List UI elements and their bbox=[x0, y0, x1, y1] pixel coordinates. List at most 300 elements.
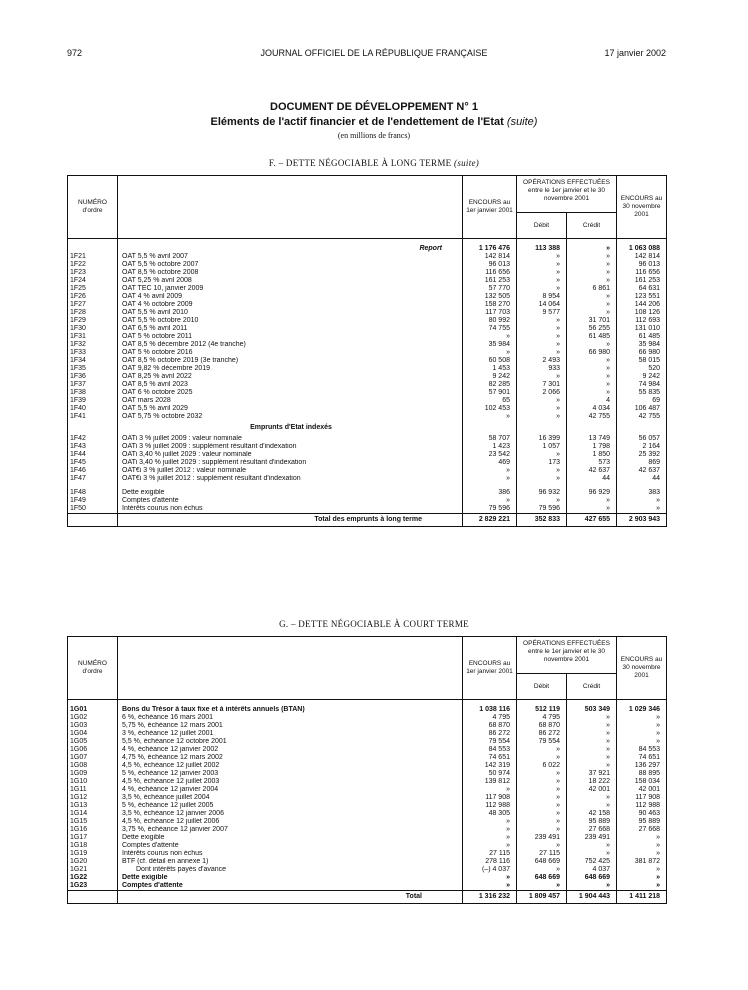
row-label: Comptes d'attente bbox=[118, 842, 463, 850]
row-number: 1G08 bbox=[70, 762, 88, 769]
debit-value: » bbox=[517, 794, 567, 802]
empty-value bbox=[517, 421, 567, 435]
credit-value: » bbox=[567, 762, 617, 770]
header-debit: Débit bbox=[517, 213, 567, 238]
encours-start-value: 1 038 116 bbox=[463, 706, 517, 714]
credit-value: 42 001 bbox=[567, 786, 617, 794]
row-number: 1F43 bbox=[70, 443, 86, 450]
row-label: 5 %, échéance 12 janvier 2003 bbox=[118, 770, 463, 778]
table-row bbox=[68, 706, 667, 714]
row-number: 1F31 bbox=[70, 333, 86, 340]
credit-value: 96 929 bbox=[567, 489, 617, 497]
row-label: OAT 5 % octobre 2011 bbox=[118, 333, 463, 341]
row-number: 1G13 bbox=[70, 802, 88, 809]
debit-value: » bbox=[517, 325, 567, 333]
debit-value: 79 596 bbox=[517, 505, 567, 514]
encours-end-value: 869 bbox=[617, 459, 667, 467]
row-number: 1G10 bbox=[70, 778, 88, 785]
table-row bbox=[68, 802, 667, 810]
encours-start-value: 117 908 bbox=[463, 794, 517, 802]
table-row bbox=[68, 882, 667, 891]
row-label: 3 %, échéance 12 juillet 2001 bbox=[118, 730, 463, 738]
debit-value: » bbox=[517, 341, 567, 349]
encours-start-value: 79 554 bbox=[463, 738, 517, 746]
row-number: 1F23 bbox=[70, 269, 86, 276]
credit-value: 37 921 bbox=[567, 770, 617, 778]
table-row bbox=[68, 381, 667, 389]
credit-value: » bbox=[567, 738, 617, 746]
row-number: 1F28 bbox=[70, 309, 86, 316]
page-number: 972 bbox=[67, 48, 83, 58]
encours-start-value: 2 829 221 bbox=[463, 514, 517, 527]
table-row bbox=[68, 818, 667, 826]
encours-start-value: 86 272 bbox=[463, 730, 517, 738]
row-number: 1F32 bbox=[70, 341, 86, 348]
long-term-debt-table bbox=[67, 175, 667, 527]
encours-start-value: 1 176 476 bbox=[463, 245, 517, 253]
credit-value: » bbox=[567, 365, 617, 373]
encours-start-value: 102 453 bbox=[463, 405, 517, 413]
table-row bbox=[68, 365, 667, 373]
row-number: 1G23 bbox=[70, 882, 88, 889]
row-label: OAT 4 % octobre 2009 bbox=[118, 301, 463, 309]
credit-value: 4 034 bbox=[567, 405, 617, 413]
table-row bbox=[68, 443, 667, 451]
document-title: DOCUMENT DE DÉVELOPPEMENT N° 1 bbox=[270, 101, 478, 113]
encours-end-value: » bbox=[617, 722, 667, 730]
debit-value: 96 932 bbox=[517, 489, 567, 497]
row-number: 1F38 bbox=[70, 389, 86, 396]
credit-value: » bbox=[567, 842, 617, 850]
encours-end-value: 58 015 bbox=[617, 357, 667, 365]
row-number: 1F44 bbox=[70, 451, 86, 458]
header-numero: NUMÉRO d'ordre bbox=[68, 176, 118, 239]
encours-end-value: 381 872 bbox=[617, 858, 667, 866]
encours-start-value: 35 984 bbox=[463, 341, 517, 349]
row-number: 1F45 bbox=[70, 459, 86, 466]
credit-value: » bbox=[567, 497, 617, 505]
encours-start-value: 68 870 bbox=[463, 722, 517, 730]
row-number: 1G07 bbox=[70, 754, 88, 761]
debit-value: 4 795 bbox=[517, 714, 567, 722]
encours-start-value: » bbox=[463, 818, 517, 826]
credit-value: » bbox=[567, 253, 617, 261]
encours-end-value: 161 253 bbox=[617, 277, 667, 285]
encours-start-value: 469 bbox=[463, 459, 517, 467]
table-row bbox=[68, 505, 667, 514]
encours-start-value: 80 992 bbox=[463, 317, 517, 325]
encours-start-value: 96 013 bbox=[463, 261, 517, 269]
encours-end-value: 9 242 bbox=[617, 373, 667, 381]
debit-value: » bbox=[517, 497, 567, 505]
credit-value: » bbox=[567, 341, 617, 349]
credit-value: » bbox=[567, 309, 617, 317]
row-label: 3,5 %, échéance 12 janvier 2006 bbox=[118, 810, 463, 818]
table-row bbox=[68, 317, 667, 325]
credit-value: 31 701 bbox=[567, 317, 617, 325]
credit-value: 573 bbox=[567, 459, 617, 467]
table-row bbox=[68, 762, 667, 770]
encours-start-value: » bbox=[463, 834, 517, 842]
encours-start-value: » bbox=[463, 349, 517, 357]
encours-end-value: 95 889 bbox=[617, 818, 667, 826]
debit-value: » bbox=[517, 413, 567, 421]
debit-value: 173 bbox=[517, 459, 567, 467]
debit-value: » bbox=[517, 285, 567, 293]
credit-value: 66 980 bbox=[567, 349, 617, 357]
encours-start-value: 1 423 bbox=[463, 443, 517, 451]
encours-start-value: 74 755 bbox=[463, 325, 517, 333]
debit-value: » bbox=[517, 810, 567, 818]
encours-end-value: » bbox=[617, 505, 667, 514]
debit-value: » bbox=[517, 778, 567, 786]
row-number: 1F35 bbox=[70, 365, 86, 372]
encours-end-value: 144 206 bbox=[617, 301, 667, 309]
debit-value: » bbox=[517, 451, 567, 459]
table-row bbox=[68, 874, 667, 882]
encours-end-value: 74 651 bbox=[617, 754, 667, 762]
row-label: OAT 5 % octobre 2016 bbox=[118, 349, 463, 357]
debit-value: 239 491 bbox=[517, 834, 567, 842]
row-label: Dont intérêts payés d'avance bbox=[118, 866, 463, 874]
table-row bbox=[68, 459, 667, 467]
debit-value: » bbox=[517, 786, 567, 794]
row-label: OAT mars 2028 bbox=[118, 397, 463, 405]
row-label: BTF (cf. détail en annexe 1) bbox=[118, 858, 463, 866]
row-label: Intérêts courus non échus bbox=[118, 505, 463, 514]
encours-end-value: 112 693 bbox=[617, 317, 667, 325]
header-operations-title: OPÉRATIONS EFFECTUÉES entre le 1er janvier et le 30 novembre 2001 bbox=[517, 176, 616, 213]
credit-value: » bbox=[567, 277, 617, 285]
encours-end-value: 96 013 bbox=[617, 261, 667, 269]
encours-end-value: 136 297 bbox=[617, 762, 667, 770]
row-number: 1F34 bbox=[70, 357, 86, 364]
empty-value bbox=[567, 421, 617, 435]
debit-value: 7 301 bbox=[517, 381, 567, 389]
row-label: OAT 5,5 % octobre 2010 bbox=[118, 317, 463, 325]
table-row bbox=[68, 293, 667, 301]
encours-start-value: 117 703 bbox=[463, 309, 517, 317]
credit-value: » bbox=[567, 261, 617, 269]
header-encours-end: ENCOURS au 30 novembre 2001 bbox=[617, 637, 667, 700]
row-number: 1G16 bbox=[70, 826, 88, 833]
encours-end-value: » bbox=[617, 497, 667, 505]
encours-end-value: 117 908 bbox=[617, 794, 667, 802]
credit-value: » bbox=[567, 722, 617, 730]
encours-end-value: 42 001 bbox=[617, 786, 667, 794]
row-label: OAT 5,5 % avril 2029 bbox=[118, 405, 463, 413]
encours-start-value: 79 596 bbox=[463, 505, 517, 514]
encours-start-value: » bbox=[463, 467, 517, 475]
debit-value: 648 669 bbox=[517, 874, 567, 882]
debit-value: » bbox=[517, 269, 567, 277]
row-label: Dette exigible bbox=[118, 874, 463, 882]
encours-start-value: 116 656 bbox=[463, 269, 517, 277]
encours-start-value: 1 316 232 bbox=[463, 891, 517, 904]
credit-value: » bbox=[567, 802, 617, 810]
debit-value: » bbox=[517, 802, 567, 810]
issue-date: 17 janvier 2002 bbox=[604, 48, 666, 58]
debit-value: » bbox=[517, 253, 567, 261]
credit-value: 56 255 bbox=[567, 325, 617, 333]
credit-value: » bbox=[567, 730, 617, 738]
encours-start-value: 60 508 bbox=[463, 357, 517, 365]
table-row bbox=[68, 754, 667, 762]
debit-value: 79 554 bbox=[517, 738, 567, 746]
encours-end-value: 116 656 bbox=[617, 269, 667, 277]
subtitle-suite: (suite) bbox=[506, 116, 538, 128]
row-label: OAT 8,5 % octobre 2019 (3e tranche) bbox=[118, 357, 463, 365]
credit-value: » bbox=[567, 269, 617, 277]
debit-value: 86 272 bbox=[517, 730, 567, 738]
debit-value: 512 119 bbox=[517, 706, 567, 714]
row-number: 1G15 bbox=[70, 818, 88, 825]
row-label: 4 %, échéance 12 janvier 2002 bbox=[118, 746, 463, 754]
credit-value: 4 037 bbox=[567, 866, 617, 874]
debit-value: » bbox=[517, 467, 567, 475]
credit-value: 427 655 bbox=[567, 514, 617, 527]
journal-title: JOURNAL OFFICIEL DE LA RÉPUBLIQUE FRANÇAISE bbox=[260, 48, 488, 58]
credit-value: 1 850 bbox=[567, 451, 617, 459]
row-label: Total des emprunts à long terme bbox=[118, 514, 463, 527]
row-number: 1G22 bbox=[70, 874, 88, 881]
credit-value: » bbox=[567, 293, 617, 301]
row-number: 1F39 bbox=[70, 397, 86, 404]
section-f-suite: (suite) bbox=[454, 158, 480, 168]
encours-start-value: 4 795 bbox=[463, 714, 517, 722]
row-label: OAT 9,82 % décembre 2019 bbox=[118, 365, 463, 373]
row-label: OAT 6 % octobre 2025 bbox=[118, 389, 463, 397]
encours-start-value: 142 814 bbox=[463, 253, 517, 261]
encours-start-value: 50 974 bbox=[463, 770, 517, 778]
debit-value: 113 388 bbox=[517, 245, 567, 253]
credit-value: 27 668 bbox=[567, 826, 617, 834]
encours-end-value: 108 126 bbox=[617, 309, 667, 317]
row-label: OAT 6,5 % avril 2011 bbox=[118, 325, 463, 333]
row-label: 4,5 %, échéance 12 juillet 2003 bbox=[118, 778, 463, 786]
table-row bbox=[68, 397, 667, 405]
table-row bbox=[68, 810, 667, 818]
table-row bbox=[68, 770, 667, 778]
encours-end-value: 90 463 bbox=[617, 810, 667, 818]
table-row bbox=[68, 373, 667, 381]
header-encours-end: ENCOURS au 30 novembre 2001 bbox=[617, 176, 667, 239]
debit-value: 68 870 bbox=[517, 722, 567, 730]
row-number: 1F29 bbox=[70, 317, 86, 324]
row-label: 4,75 %, échéance 12 mars 2002 bbox=[118, 754, 463, 762]
debit-value: 27 115 bbox=[517, 850, 567, 858]
credit-value: » bbox=[567, 882, 617, 891]
subtitle-text: Eléments de l'actif financier et de l'endettement de l'Etat bbox=[210, 116, 504, 128]
row-label: OAT 5,25 % avril 2008 bbox=[118, 277, 463, 285]
row-number: 1G04 bbox=[70, 730, 88, 737]
debit-value: » bbox=[517, 770, 567, 778]
row-number: 1F25 bbox=[70, 285, 86, 292]
encours-end-value: 131 010 bbox=[617, 325, 667, 333]
row-label: Report bbox=[118, 245, 463, 253]
row-number: 1F42 bbox=[70, 435, 86, 442]
encours-end-value: 2 903 943 bbox=[617, 514, 667, 527]
row-label: Dette exigible bbox=[118, 489, 463, 497]
table-row bbox=[68, 489, 667, 497]
section-f-title bbox=[0, 158, 748, 168]
units-note: (en millions de francs) bbox=[337, 131, 411, 140]
row-label: OAT 8,5 % avril 2023 bbox=[118, 381, 463, 389]
table-row bbox=[68, 413, 667, 421]
table-row bbox=[68, 301, 667, 309]
encours-end-value: 84 553 bbox=[617, 746, 667, 754]
credit-value: 44 bbox=[567, 475, 617, 483]
encours-end-value: » bbox=[617, 738, 667, 746]
row-number: 1G19 bbox=[70, 850, 88, 857]
encours-end-value: » bbox=[617, 874, 667, 882]
debit-value: » bbox=[517, 842, 567, 850]
row-number: 1F33 bbox=[70, 349, 86, 356]
debit-value: 9 577 bbox=[517, 309, 567, 317]
indexed-subheading-row bbox=[68, 421, 667, 435]
table-row bbox=[68, 389, 667, 397]
credit-value: 752 425 bbox=[567, 858, 617, 866]
row-number: 1F37 bbox=[70, 381, 86, 388]
encours-start-value: » bbox=[463, 497, 517, 505]
header-operations-title: OPÉRATIONS EFFECTUÉES entre le 1er janvier et le 30 novembre 2001 bbox=[517, 637, 616, 674]
encours-end-value: 112 988 bbox=[617, 802, 667, 810]
credit-value: 503 349 bbox=[567, 706, 617, 714]
table-row bbox=[68, 834, 667, 842]
encours-start-value: 9 242 bbox=[463, 373, 517, 381]
table-row bbox=[68, 325, 667, 333]
row-label: Comptes d'attente bbox=[118, 497, 463, 505]
debit-value: » bbox=[517, 349, 567, 357]
encours-end-value: 158 034 bbox=[617, 778, 667, 786]
header-credit: Crédit bbox=[582, 222, 601, 229]
row-number: 1F41 bbox=[70, 413, 86, 420]
encours-end-value: 1 411 218 bbox=[617, 891, 667, 904]
header-encours-start: ENCOURS au 1er janvier 2001 bbox=[463, 637, 517, 700]
row-label: OATi 3 % juillet 2009 : valeur nominale bbox=[118, 435, 463, 443]
encours-start-value: 48 305 bbox=[463, 810, 517, 818]
row-label: 5,5 %, échéance 12 octobre 2001 bbox=[118, 738, 463, 746]
debit-value: » bbox=[517, 333, 567, 341]
row-number: 1F24 bbox=[70, 277, 86, 284]
section-f-title-text: F. – DETTE NÉGOCIABLE À LONG TERME bbox=[268, 158, 452, 168]
table-row bbox=[68, 842, 667, 850]
row-number: 1F26 bbox=[70, 293, 86, 300]
table-row bbox=[68, 738, 667, 746]
encours-start-value: 58 707 bbox=[463, 435, 517, 443]
debit-value: » bbox=[517, 373, 567, 381]
empty-value bbox=[463, 421, 517, 435]
row-label: OAT 8,5 % décembre 2012 (4e tranche) bbox=[118, 341, 463, 349]
row-number: 1G01 bbox=[70, 706, 88, 713]
row-label: 3,5 %, échéance juillet 2004 bbox=[118, 794, 463, 802]
row-number: 1F46 bbox=[70, 467, 86, 474]
encours-start-value: 57 901 bbox=[463, 389, 517, 397]
table-row bbox=[68, 786, 667, 794]
table-row bbox=[68, 778, 667, 786]
debit-value: 6 022 bbox=[517, 762, 567, 770]
row-label: OATi 3,40 % juillet 2029 : valeur nominale bbox=[118, 451, 463, 459]
credit-value: 95 889 bbox=[567, 818, 617, 826]
credit-value: » bbox=[567, 373, 617, 381]
credit-value: 1 904 443 bbox=[567, 891, 617, 904]
row-number: 1F50 bbox=[70, 505, 86, 512]
debit-value: 1 809 457 bbox=[517, 891, 567, 904]
encours-start-value: 158 270 bbox=[463, 301, 517, 309]
encours-end-value: 123 551 bbox=[617, 293, 667, 301]
row-label: 6 %, échéance 16 mars 2001 bbox=[118, 714, 463, 722]
credit-value: 6 861 bbox=[567, 285, 617, 293]
table-row bbox=[68, 497, 667, 505]
table-row bbox=[68, 269, 667, 277]
row-label: OAT€i 3 % juillet 2012 : supplément résultant d'indexation bbox=[118, 475, 463, 483]
encours-end-value: 2 164 bbox=[617, 443, 667, 451]
credit-value: » bbox=[567, 754, 617, 762]
encours-start-value: 27 115 bbox=[463, 850, 517, 858]
header-credit: Crédit bbox=[582, 683, 601, 690]
row-number: 1G09 bbox=[70, 770, 88, 777]
header-label bbox=[118, 637, 463, 700]
table-row bbox=[68, 357, 667, 365]
table-row bbox=[68, 435, 667, 443]
credit-value: » bbox=[567, 381, 617, 389]
encours-start-value: 23 542 bbox=[463, 451, 517, 459]
encours-end-value: 44 bbox=[617, 475, 667, 483]
debit-value: » bbox=[517, 882, 567, 891]
row-number: 1F40 bbox=[70, 405, 86, 412]
encours-end-value: 69 bbox=[617, 397, 667, 405]
encours-end-value: » bbox=[617, 882, 667, 891]
table-row bbox=[68, 714, 667, 722]
table-row bbox=[68, 309, 667, 317]
debit-value: » bbox=[517, 397, 567, 405]
table-row bbox=[68, 285, 667, 293]
header-label bbox=[118, 176, 463, 239]
row-label: Bons du Trésor à taux fixe et à intérêts annuels (BTAN) bbox=[118, 706, 463, 714]
encours-start-value: 161 253 bbox=[463, 277, 517, 285]
row-number bbox=[68, 514, 118, 527]
debit-value: » bbox=[517, 405, 567, 413]
table-row bbox=[68, 405, 667, 413]
credit-value: 42 637 bbox=[567, 467, 617, 475]
credit-value: » bbox=[567, 357, 617, 365]
encours-start-value: 84 553 bbox=[463, 746, 517, 754]
short-term-debt-table bbox=[67, 636, 667, 904]
total-row bbox=[68, 891, 667, 904]
encours-start-value: 82 285 bbox=[463, 381, 517, 389]
encours-start-value: » bbox=[463, 874, 517, 882]
encours-end-value: 106 487 bbox=[617, 405, 667, 413]
encours-end-value: 35 984 bbox=[617, 341, 667, 349]
row-label: Total bbox=[118, 891, 463, 904]
row-number: 1G03 bbox=[70, 722, 88, 729]
encours-end-value: 1 029 346 bbox=[617, 706, 667, 714]
debit-value: 16 399 bbox=[517, 435, 567, 443]
encours-start-value: 57 770 bbox=[463, 285, 517, 293]
encours-start-value: 74 651 bbox=[463, 754, 517, 762]
row-label: OAT 5,75 % octobre 2032 bbox=[118, 413, 463, 421]
table-row bbox=[68, 451, 667, 459]
row-number: 1F36 bbox=[70, 373, 86, 380]
debit-value: » bbox=[517, 475, 567, 483]
debit-value: 8 954 bbox=[517, 293, 567, 301]
credit-value: » bbox=[567, 794, 617, 802]
table-row bbox=[68, 253, 667, 261]
encours-start-value: » bbox=[463, 413, 517, 421]
header-numero: NUMÉRO d'ordre bbox=[68, 637, 118, 700]
header-operations bbox=[517, 637, 617, 700]
encours-start-value: 65 bbox=[463, 397, 517, 405]
